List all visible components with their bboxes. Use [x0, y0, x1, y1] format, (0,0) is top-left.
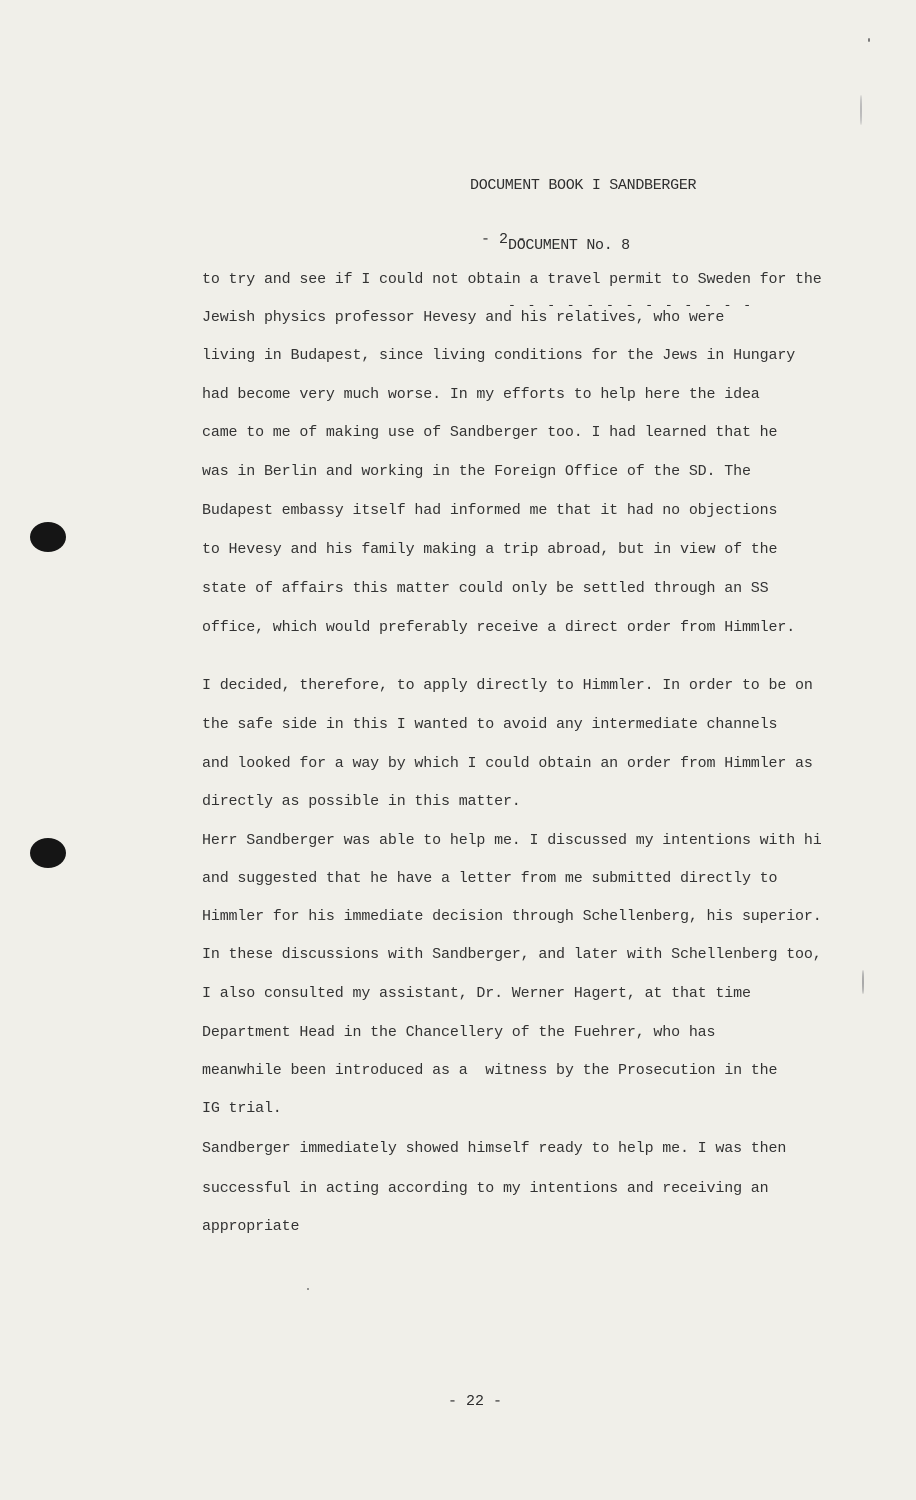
body-line: Sandberger immediately showed himself ready to help me. I was then — [202, 1140, 787, 1157]
body-line: successful in acting according to my intentions and receiving an — [202, 1180, 769, 1197]
paper-speck — [868, 38, 870, 42]
body-line: Herr Sandberger was able to help me. I discussed my intentions with hi — [202, 832, 822, 849]
body-line: directly as possible in this matter. — [202, 793, 521, 810]
body-line: to Hevesy and his family making a trip abroad, but in view of the — [202, 541, 778, 558]
paper-speck — [307, 1288, 309, 1290]
body-line: and suggested that he have a letter from me submitted directly to — [202, 870, 778, 887]
body-line: state of affairs this matter could only be settled through an SS — [202, 580, 769, 597]
body-line: came to me of making use of Sandberger too. I had learned that he — [202, 424, 778, 441]
body-line: I decided, therefore, to apply directly to Himmler. In order to be on — [202, 677, 813, 694]
header-document-number: DOCUMENT No. 8 — [508, 237, 630, 254]
body-line: Budapest embassy itself had informed me that it had no objections — [202, 502, 778, 519]
body-line: meanwhile been introduced as a witness by the Prosecution in the — [202, 1062, 778, 1079]
body-line: was in Berlin and working in the Foreign Office of the SD. The — [202, 463, 751, 480]
punch-hole-top — [30, 522, 66, 552]
footer-page-number: - 22 - — [448, 1393, 503, 1410]
body-line: Jewish physics professor Hevesy and his relatives, who were — [202, 309, 725, 326]
page-marker: - 2 - — [481, 231, 527, 248]
body-line: and looked for a way by which I could obtain an order from Himmler as — [202, 755, 813, 772]
body-line: Himmler for his immediate decision through Schellenberg, his superior. — [202, 908, 822, 925]
body-line: had become very much worse. In my efforts to help here the idea — [202, 386, 760, 403]
header-title: DOCUMENT BOOK I SANDBERGER — [470, 177, 697, 194]
header-rule: - - - - - - - - - - - - - — [508, 298, 754, 313]
body-line: the safe side in this I wanted to avoid any intermediate channels — [202, 716, 778, 733]
body-line: IG trial. — [202, 1100, 282, 1117]
body-line: to try and see if I could not obtain a travel permit to Sweden for the — [202, 271, 822, 288]
paper-speck — [862, 970, 864, 994]
body-line: office, which would preferably receive a direct order from Himmler. — [202, 619, 796, 636]
body-line: Department Head in the Chancellery of the Fuehrer, who has — [202, 1024, 716, 1041]
body-line: In these discussions with Sandberger, and later with Schellenberg too, — [202, 946, 822, 963]
body-line: appropriate — [202, 1218, 300, 1235]
punch-hole-bottom — [30, 838, 66, 868]
paper-speck — [860, 95, 862, 125]
body-line: living in Budapest, since living conditions for the Jews in Hungary — [202, 347, 796, 364]
body-line: I also consulted my assistant, Dr. Werner Hagert, at that time — [202, 985, 751, 1002]
